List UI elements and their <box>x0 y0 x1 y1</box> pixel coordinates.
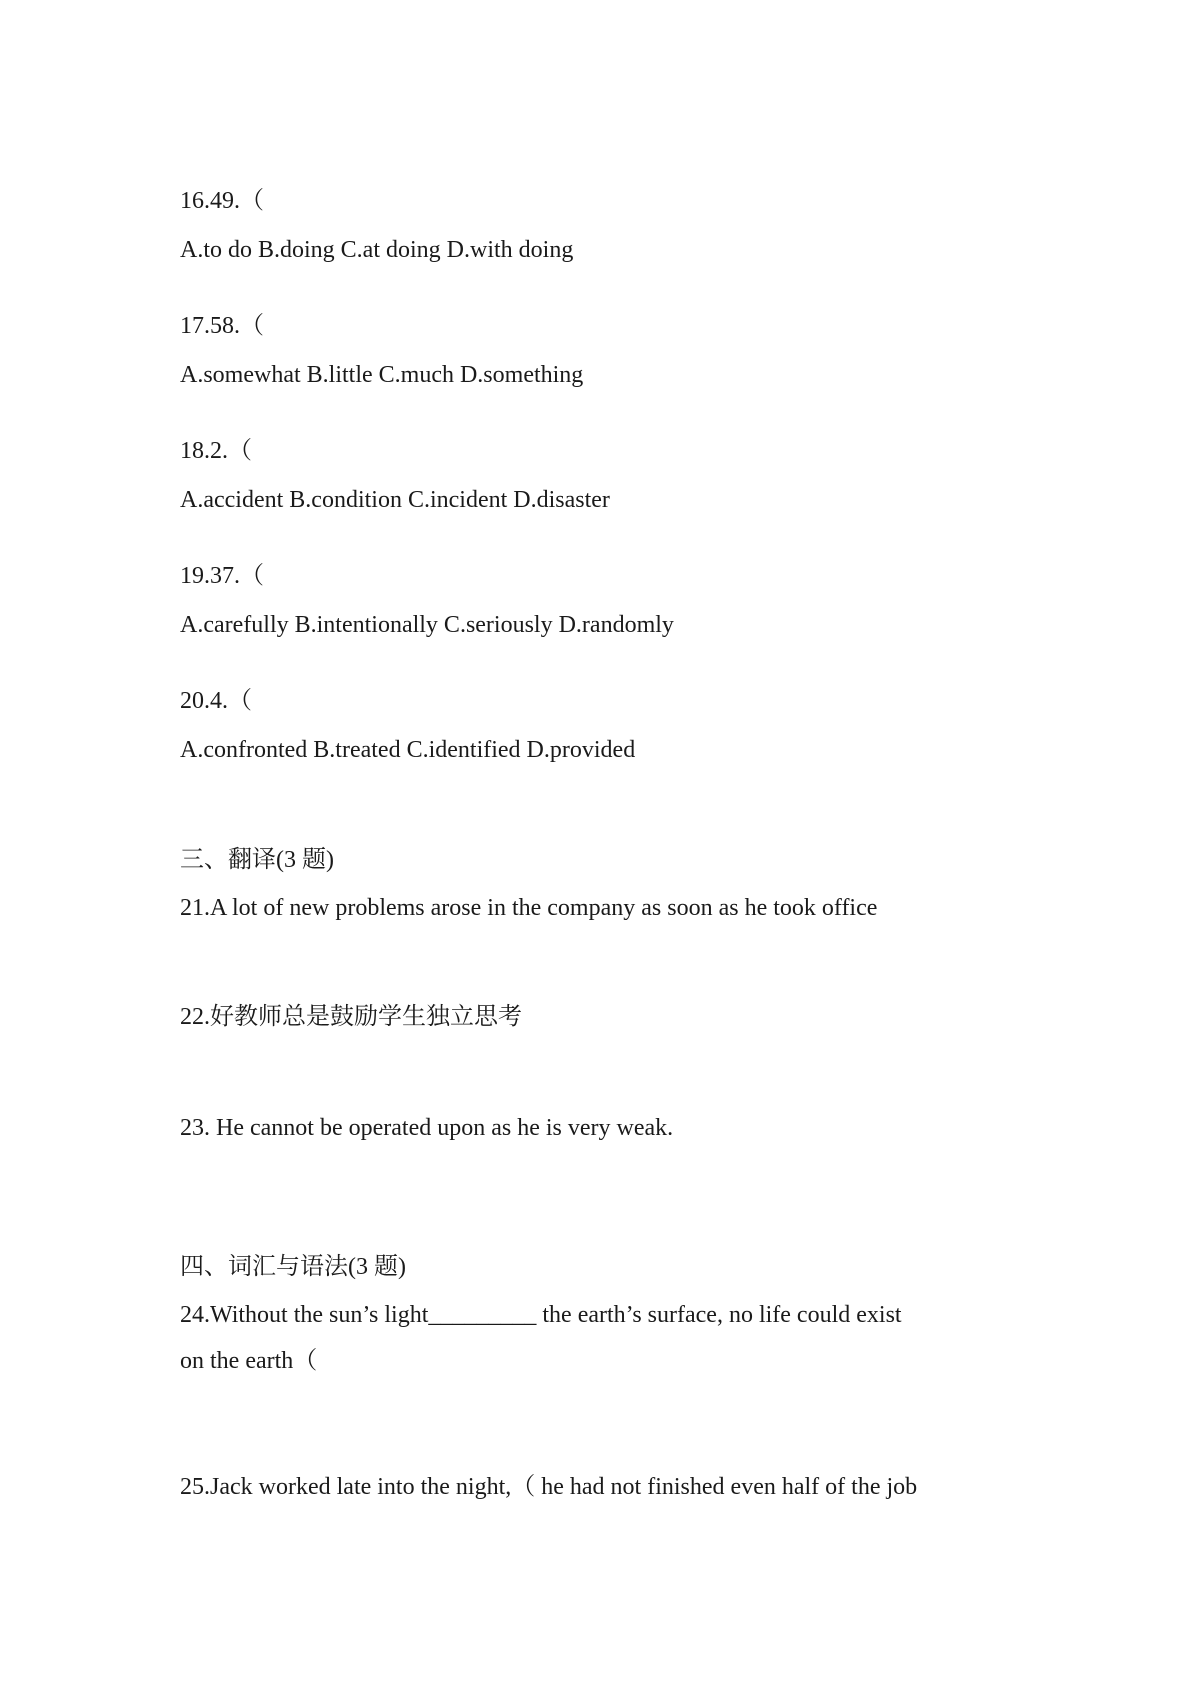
question-16-options: A.to do B.doing C.at doing D.with doing <box>180 237 574 263</box>
question-24-line-2: on the earth（ <box>180 1348 318 1374</box>
question-21: 21.A lot of new problems arose in the company as soon as he took office <box>180 895 878 921</box>
question-16-stem: 16.49.（ <box>180 188 264 214</box>
question-20-options: A.confronted B.treated C.identified D.provided <box>180 737 636 763</box>
section-3-heading: 三、翻译(3 题) <box>180 847 334 873</box>
question-24-line-1: 24.Without the sun’s light_________ the earth’s surface, no life could exist <box>180 1302 902 1328</box>
question-17-options: A.somewhat B.little C.much D.something <box>180 362 584 388</box>
question-18-options: A.accident B.condition C.incident D.disaster <box>180 487 610 513</box>
question-22: 22.好教师总是鼓励学生独立思考 <box>180 1004 522 1030</box>
question-20-stem: 20.4.（ <box>180 688 252 714</box>
question-19-stem: 19.37.（ <box>180 563 264 589</box>
question-18-stem: 18.2.（ <box>180 438 252 464</box>
question-25: 25.Jack worked late into the night,（ he had not finished even half of the job <box>180 1474 918 1500</box>
question-19-options: A.carefully B.intentionally C.seriously D.randomly <box>180 612 674 638</box>
question-23: 23. He cannot be operated upon as he is very weak. <box>180 1115 674 1141</box>
question-17-stem: 17.58.（ <box>180 313 264 339</box>
section-4-heading: 四、词汇与语法(3 题) <box>180 1254 406 1280</box>
